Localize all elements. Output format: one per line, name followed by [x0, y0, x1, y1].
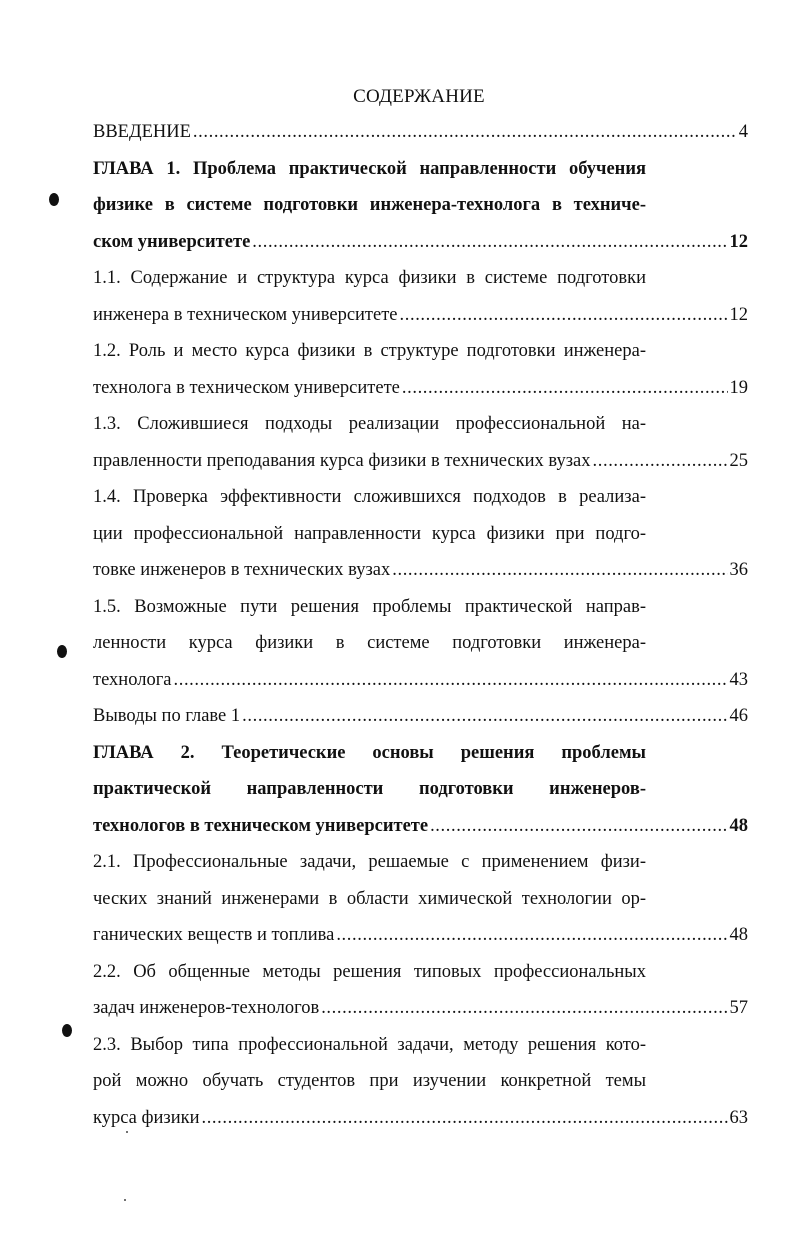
toc-entry-last-line	[93, 990, 748, 1027]
toc-entry-last-line	[93, 1100, 748, 1137]
toc-entry-text: ганических веществ и топлива	[93, 925, 335, 945]
scan-speck	[126, 1131, 128, 1133]
toc-entry-text: товке инженеров в технических вузах	[93, 560, 391, 580]
toc-entry-line: ческих знаний инженерами в области химической технологии ор-	[93, 888, 646, 909]
toc-entry-line: 2.2. Об общенные методы решения типовых профессиональных	[93, 961, 646, 982]
table-of-contents	[93, 114, 748, 1136]
toc-entry	[93, 844, 748, 954]
page-number: 12	[729, 231, 748, 252]
toc-entry-text: ВВЕДЕНИЕ	[93, 122, 191, 142]
toc-entry-last-line	[93, 698, 748, 735]
toc-entry-text: курса физики	[93, 1107, 200, 1128]
toc-entry-line: ГЛАВА 1. Проблема практической направленности обучения	[93, 158, 646, 179]
toc-entry-line: практической направленности подготовки инженеров-	[93, 779, 646, 799]
toc-entry	[93, 698, 748, 735]
toc-entry-line: 1.4. Проверка эффективности сложившихся подходов в реализа-	[93, 487, 646, 507]
toc-entry-line: 1.5. Возможные пути решения проблемы практической направ-	[93, 596, 646, 617]
dot-leader	[402, 370, 728, 407]
toc-entry-text: технолога в техническом университете	[93, 377, 400, 398]
toc-entry-last-line	[93, 224, 748, 261]
toc-entry-last-line	[93, 808, 748, 845]
toc-entry	[93, 954, 748, 1027]
page-number: 48	[729, 925, 748, 945]
toc-entry	[93, 260, 748, 333]
dot-leader	[430, 808, 727, 845]
dot-leader	[242, 698, 727, 735]
toc-entry-line: 2.3. Выбор типа профессиональной задачи, методу решения кото-	[93, 1034, 646, 1055]
toc-entry	[93, 479, 748, 589]
scan-speck	[124, 1199, 126, 1201]
toc-entry	[93, 1027, 748, 1137]
toc-entry-text: Выводы по главе 1	[93, 706, 241, 726]
toc-entry-last-line	[93, 114, 748, 151]
page-number: 43	[729, 669, 748, 690]
page-title: СОДЕРЖАНИЕ	[353, 86, 485, 107]
toc-entry-text: задач инженеров-технологов	[93, 998, 320, 1018]
page-number: 12	[729, 304, 748, 325]
toc-entry-line: 2.1. Профессиональные задачи, решаемые с применением физи-	[93, 852, 646, 872]
toc-entry	[93, 114, 748, 151]
toc-entry	[93, 589, 748, 699]
dot-leader	[336, 917, 727, 954]
page-number: 57	[729, 998, 748, 1018]
page-number: 48	[729, 815, 748, 836]
toc-entry-last-line	[93, 297, 748, 334]
page-number: 19	[729, 377, 748, 398]
dot-leader	[392, 552, 727, 589]
toc-entry-line: ленности курса физики в системе подготовки инженера-	[93, 633, 646, 653]
dot-leader	[252, 224, 727, 261]
page-number: 36	[729, 560, 748, 580]
toc-entry-line: рой можно обучать студентов при изучении конкретной темы	[93, 1071, 646, 1091]
toc-entry-text: инженера в техническом университете	[93, 304, 398, 325]
binding-hole-mark	[62, 1024, 72, 1037]
toc-entry-line: 1.1. Содержание и структура курса физики в системе подготовки	[93, 268, 646, 288]
dot-leader	[321, 990, 727, 1027]
dot-leader	[174, 662, 728, 699]
toc-entry-text: правленности преподавания курса физики в технических вузах	[93, 450, 591, 471]
toc-entry-last-line	[93, 552, 748, 589]
toc-entry-last-line	[93, 370, 748, 407]
toc-entry-last-line	[93, 443, 748, 480]
toc-entry	[93, 735, 748, 845]
toc-entry-text: технологов в техническом университете	[93, 815, 429, 836]
dot-leader	[201, 1100, 727, 1137]
toc-entry-line: 1.2. Роль и место курса физики в структуре подготовки инженера-	[93, 341, 646, 361]
toc-entry	[93, 333, 748, 406]
page-number: 25	[729, 450, 748, 471]
toc-entry-line: ции профессиональной направленности курса физики при подго-	[93, 523, 646, 544]
toc-entry	[93, 406, 748, 479]
page-number: 46	[729, 706, 748, 726]
toc-entry-line: физике в системе подготовки инженера-технолога в техниче-	[93, 195, 646, 215]
toc-entry-text: ском университете	[93, 231, 251, 252]
toc-entry-last-line	[93, 662, 748, 699]
toc-entry	[93, 151, 748, 261]
page-number: 63	[729, 1107, 748, 1128]
binding-hole-mark	[57, 645, 67, 658]
dot-leader	[593, 443, 728, 480]
toc-entry-line: 1.3. Сложившиеся подходы реализации профессиональной на-	[93, 414, 646, 434]
page-number: 4	[738, 122, 748, 142]
dot-leader	[400, 297, 728, 334]
toc-entry-line: ГЛАВА 2. Теоретические основы решения проблемы	[93, 742, 646, 763]
binding-hole-mark	[49, 193, 59, 206]
dot-leader	[193, 114, 737, 151]
toc-entry-last-line	[93, 917, 748, 954]
toc-entry-text: технолога	[93, 669, 172, 690]
